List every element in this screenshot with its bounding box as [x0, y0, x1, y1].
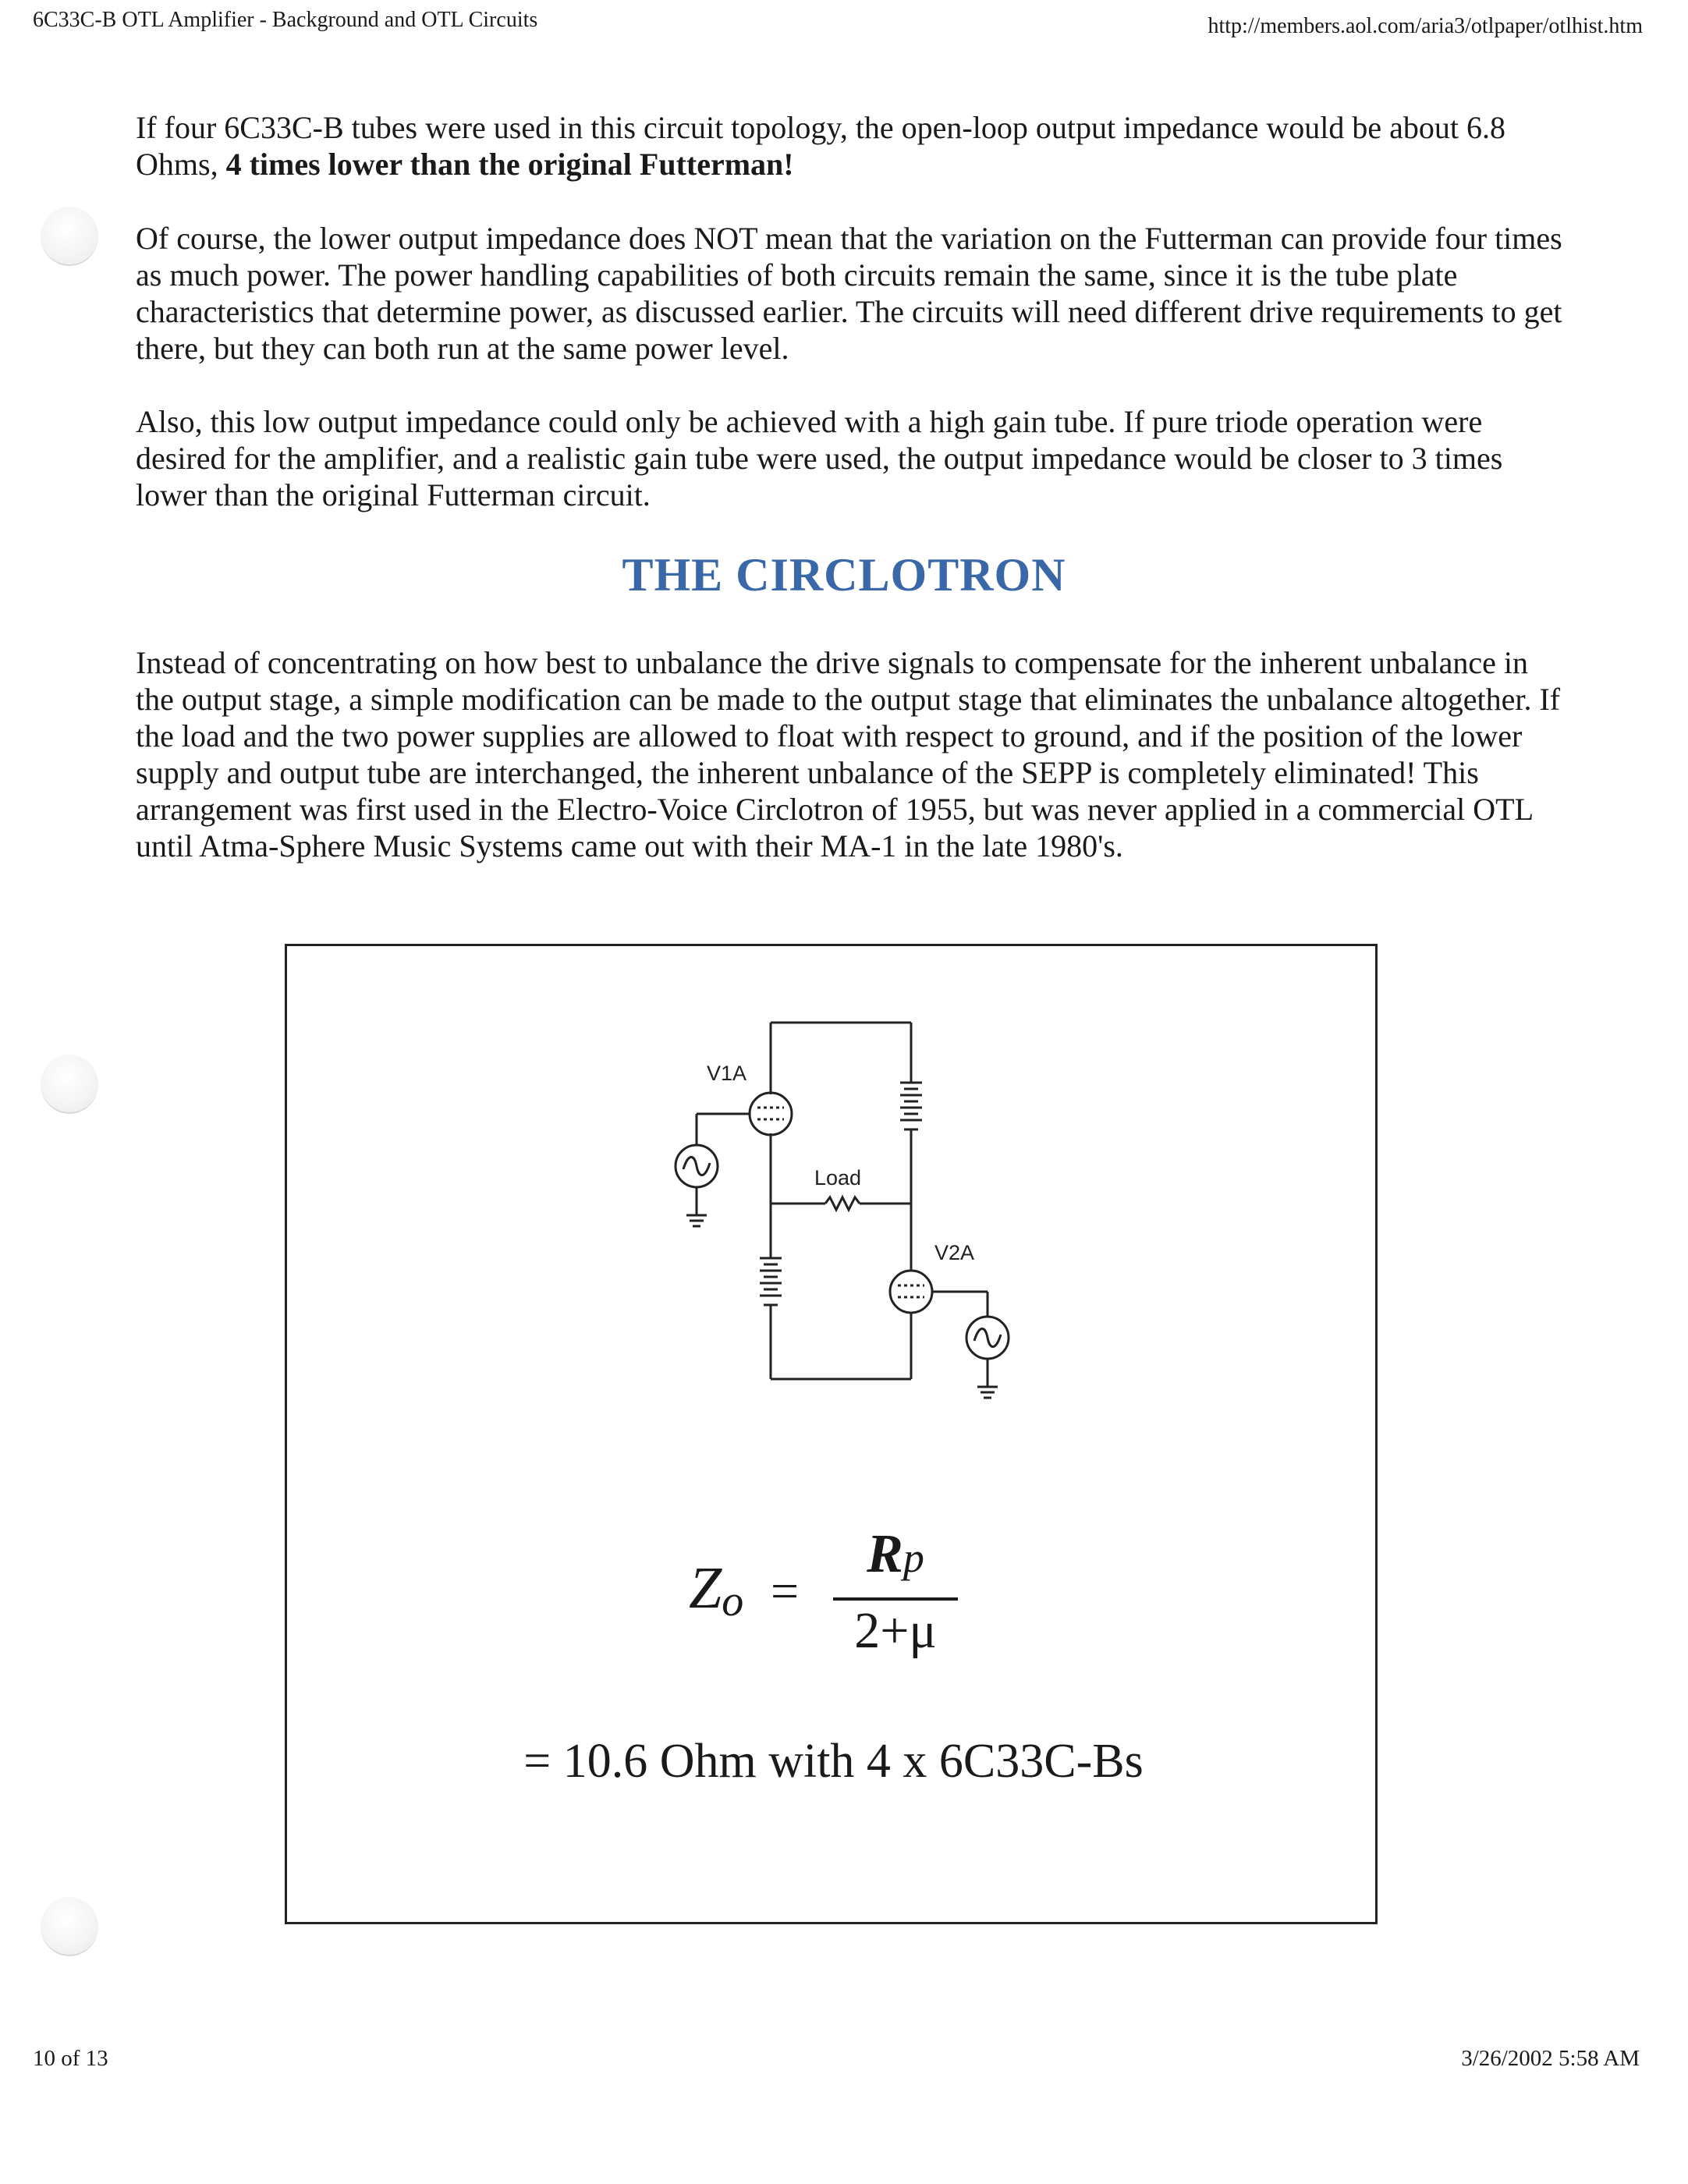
label-load: Load: [814, 1166, 862, 1190]
hole-punch-bottom: [41, 1897, 98, 1956]
formula-r: R: [867, 1524, 903, 1584]
formula-result: = 10.6 Ohm with 4 x 6C33C-Bs: [523, 1735, 1144, 1788]
paragraph-circlotron-intro: Instead of concentrating on how best to unbalance the drive signals to compensate for the inherent unbalance in the output stage, a simple modification can be made to the output stage that eliminates the unbalance altogether. If the load and the two power supplies are allowed to float with respect to ground, and if the position of the lower supply and output tube are interchanged, the inherent unbalance of the SEPP is completely eliminated! This arrangement was first used in the Electro-Voice Circlotron of 1955, but was never applied in a commercial OTL until Atma-Sphere Music Systems came out with their MA-1 in the late 1980's.: [136, 645, 1561, 863]
label-v2a: V2A: [934, 1241, 975, 1264]
hole-punch-top: [41, 207, 98, 266]
hole-punch-middle: [41, 1055, 98, 1114]
formula-fraction-bar: [833, 1597, 958, 1601]
formula-z: Z: [689, 1555, 722, 1621]
page-header-url[interactable]: http://members.aol.com/aria3/otlpaper/otlhist.htm: [1207, 14, 1643, 38]
tube-v1a: [750, 1093, 792, 1135]
paragraph-output-impedance: [136, 109, 1563, 183]
print-timestamp: 3/26/2002 5:58 AM: [1461, 2046, 1640, 2071]
page-number: 10 of 13: [33, 2046, 108, 2071]
label-v1a: V1A: [707, 1062, 747, 1085]
formula-equals: =: [771, 1563, 800, 1618]
paragraph-emphasis: 4 times lower than the original Futterman!: [225, 147, 794, 182]
formula-r-sub: p: [903, 1534, 924, 1581]
formula-lhs: [689, 1555, 744, 1626]
formula-numerator: [841, 1523, 950, 1586]
formula-z-sub: o: [722, 1577, 744, 1626]
load-resistor: [825, 1197, 860, 1210]
paragraph-power-handling: Of course, the lower output impedance does NOT mean that the variation on the Futterman can provide four times as much power. The power handling capabilities of both circuits remain the same, since it is the tube plate characteristics that determine power, as discussed earlier. The circuits will need different drive requirements to get there, but they can both run at the same power level.: [136, 221, 1562, 366]
tube-v2a: [890, 1271, 932, 1313]
sine-wave: [683, 1157, 710, 1175]
sine-wave: [974, 1328, 1001, 1346]
paragraph-text: If four 6C33C-B tubes were used in this circuit topology, the open-loop output impedance would be about 6.8 Ohms,: [136, 110, 1505, 182]
formula-denominator: 2+μ: [854, 1602, 937, 1659]
paragraph-high-gain-tube: Also, this low output impedance could only be achieved with a high gain tube. If pure triode operation were desired for the amplifier, and a realistic gain tube were used, the output impedance would be closer to 3 times lower than the original Futterman circuit.: [136, 404, 1503, 512]
page-header-title: 6C33C-B OTL Amplifier - Background and OTL Circuits: [33, 8, 538, 32]
section-title: THE CIRCLOTRON: [622, 549, 1066, 601]
circlotron-figure: [285, 944, 1378, 1924]
